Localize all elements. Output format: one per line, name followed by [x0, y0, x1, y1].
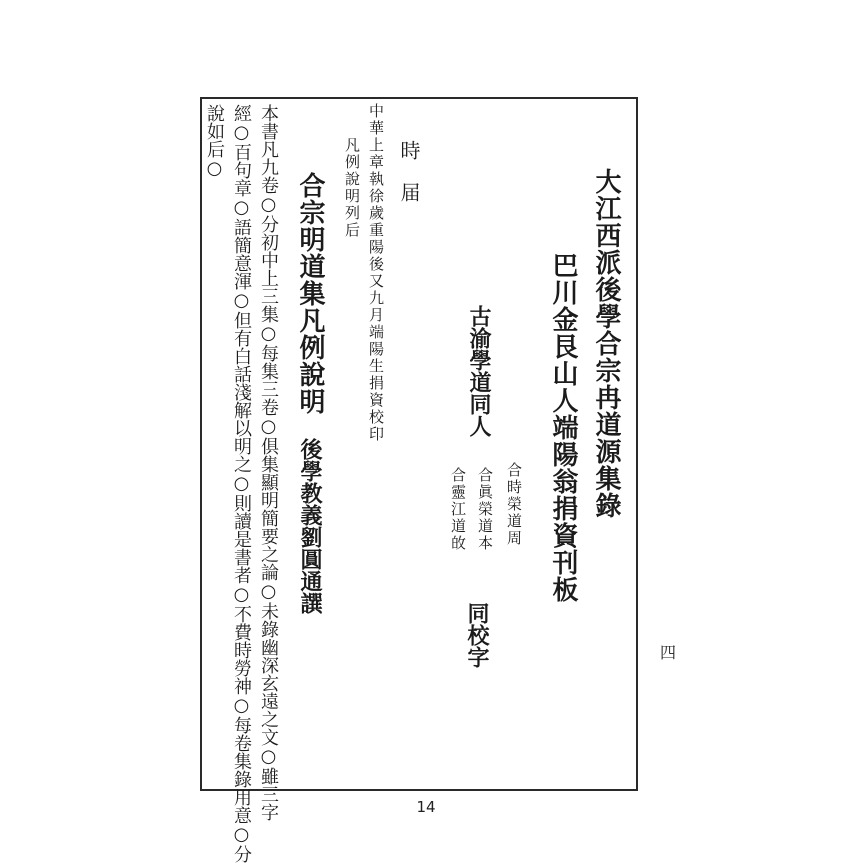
section-author: 後學教義劉圓通譔	[297, 438, 323, 614]
main-title: 大江西派後學合宗冉道源集錄	[591, 168, 621, 519]
time-label: 時 届	[397, 140, 421, 203]
body-line-3: 說如后○	[204, 104, 225, 179]
colleague-name-2: 合眞榮道本	[476, 467, 494, 552]
margin-leaf-number: 四	[660, 643, 677, 662]
collation-label: 同校字	[464, 602, 490, 668]
colleague-name-3: 合靈江道敀	[449, 467, 467, 552]
colleague-name-1: 合時榮道周	[505, 462, 523, 547]
colleagues-label: 古渝學道同人	[466, 305, 492, 437]
body-line-2: 經○百句章○語簡意渾○但有白話淺解以明之○則讀是書者○不費時勞神○每卷集錄用意○分	[231, 104, 252, 863]
notes-intro: 凡例說明列后	[343, 137, 361, 239]
body-line-1: 本書凡九卷○分初中上三集○每集三卷○俱集顯明簡要之論○未錄幽深玄遠之文○雖三字	[258, 104, 279, 821]
sponsor-line: 巴川金艮山人端陽翁捐資刊板	[548, 252, 578, 603]
page-number: 14	[416, 798, 436, 816]
date-line: 中華上章執徐歲重陽後又九月端陽生捐資校印	[367, 103, 385, 443]
section-title: 合宗明道集凡例說明	[295, 172, 325, 415]
